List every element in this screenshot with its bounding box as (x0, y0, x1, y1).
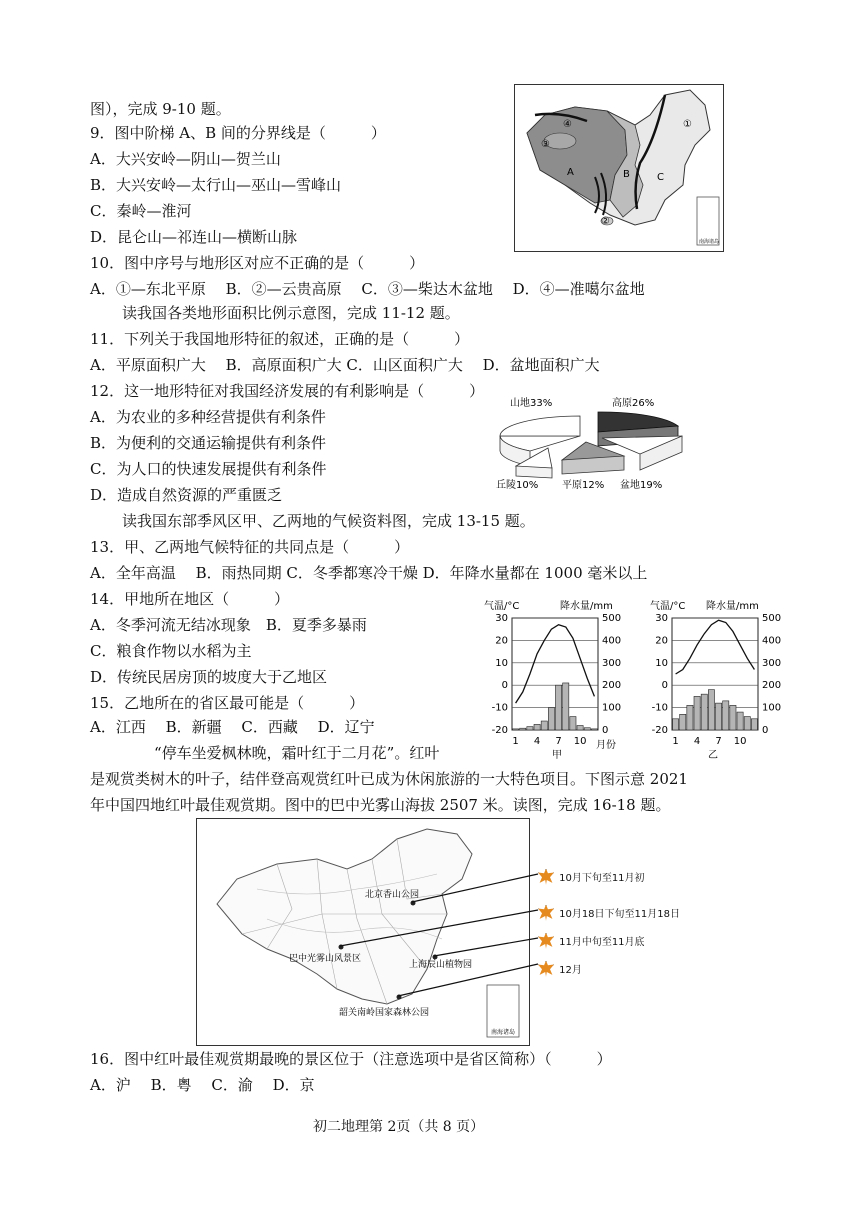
option-12c: C．为人口的快速发展提供有利条件 (90, 460, 327, 478)
period-label-1: 10月下旬至11月初 (559, 873, 645, 884)
options-11: A．平原面积广大 B．高原面积广大 C．山区面积广大 D．盆地面积广大 (90, 356, 600, 374)
temperature-line (516, 625, 595, 703)
precip-bar (701, 694, 707, 730)
right-tick-label: 0 (762, 725, 769, 736)
precip-bar (520, 728, 526, 730)
terrain-label-3: ③ (541, 139, 550, 150)
precip-bar (584, 728, 590, 730)
left-tick-label: -10 (651, 702, 668, 714)
precip-bar (744, 717, 750, 730)
precip-bar (548, 708, 554, 730)
left-tick-label: -20 (491, 725, 508, 736)
climate-jia-xlabel: 月份 (596, 740, 616, 751)
place-bazhong: 巴中光雾山风景区 (289, 954, 362, 964)
precip-bar (751, 719, 757, 730)
pie-label-mountain: 山地33% (510, 398, 553, 409)
climate-charts (482, 598, 782, 761)
left-tick-label: 20 (655, 635, 668, 647)
terrain-label-1: ① (683, 119, 692, 130)
right-tick-label: 0 (602, 725, 609, 736)
climate-jia-right-label: 降水量/mm (560, 601, 613, 612)
place-shaoguan: 韶关南岭国家森林公园 (339, 1008, 430, 1018)
precip-bar (541, 721, 547, 730)
right-tick-label: 100 (602, 702, 622, 714)
precip-bar (563, 683, 569, 730)
period-item-4 (538, 958, 582, 977)
question-10: 10．图中序号与地形区对应不正确的是（ ） (90, 254, 425, 272)
right-tick-label: 200 (762, 680, 782, 692)
question-13: 13．甲、乙两地气候特征的共同点是（ ） (90, 538, 410, 556)
climate-yi-right-label: 降水量/mm (706, 601, 759, 612)
terrain-inset-box (697, 197, 719, 245)
right-tick-label: 400 (762, 635, 782, 647)
month-tick-label: 10 (573, 736, 587, 747)
pie-label-basin: 盆地19% (620, 480, 663, 491)
question-11: 11．下列关于我国地形特征的叙述，正确的是（ ） (90, 330, 470, 348)
paragraph-line-1: 是观赏类树木的叶子，结伴登高观赏红叶已成为休闲旅游的一大特色项目。下图示意 2021 (90, 770, 688, 788)
precip-bar (737, 712, 743, 730)
left-tick-label: 0 (661, 680, 668, 692)
intro-13-15: 读我国东部季风区甲、乙两地的气候资料图，完成 13-15 题。 (122, 512, 535, 530)
precip-bar (591, 729, 597, 730)
terrain-label-b: B (623, 169, 630, 180)
option-12a: A．为农业的多种经营提供有利条件 (90, 408, 326, 426)
precip-bar (708, 690, 714, 730)
pie-label-plateau: 高原26% (612, 398, 655, 409)
terrain-inset-caption: 南海诸岛 (699, 239, 720, 245)
precip-bar (556, 685, 562, 730)
left-tick-label: 0 (501, 680, 508, 692)
question-9: 9．图中阶梯 A、B 间的分界线是（ ） (90, 124, 386, 142)
climate-yi-caption: 乙 (708, 750, 718, 761)
temperature-line (676, 620, 755, 674)
maple-leaf-icon (538, 869, 554, 885)
climate-yi-left-label: 气温/°C (650, 601, 686, 612)
terrain-map (514, 84, 724, 252)
options-10: A．①—东北平原 B．②—云贵高原 C．③—柴达木盆地 D．④—准噶尔盆地 (90, 280, 645, 298)
maple-leaf-icon (538, 933, 554, 949)
precip-bar (673, 719, 679, 730)
left-tick-label: 10 (655, 657, 668, 669)
precip-bar (527, 727, 533, 730)
options-16: A．沪 B．粤 C．渝 D．京 (90, 1076, 315, 1094)
option-9c: C．秦岭—淮河 (90, 202, 192, 220)
period-item-3 (538, 930, 645, 949)
month-tick-label: 1 (672, 736, 679, 747)
left-tick-label: 10 (495, 657, 508, 669)
precip-bar (730, 705, 736, 730)
climate-jia-left-label: 气温/°C (484, 601, 520, 612)
right-tick-label: 200 (602, 680, 622, 692)
precip-bar (687, 705, 693, 730)
option-9b: B．大兴安岭—太行山—巫山—雪峰山 (90, 176, 342, 194)
option-14ab: A．冬季河流无结冰现象 B．夏季多暴雨 (90, 616, 367, 634)
month-tick-label: 7 (555, 736, 562, 747)
period-label-3: 11月中旬至11月底 (559, 937, 645, 948)
option-14d: D．传统民居房顶的坡度大于乙地区 (90, 668, 328, 686)
question-15: 15．乙地所在的省区最可能是（ ） (90, 694, 365, 712)
left-tick-label: 30 (655, 613, 668, 624)
climate-jia-caption: 甲 (552, 750, 562, 761)
place-shanghai: 上海辰山植物园 (409, 960, 473, 970)
question-12: 12．这一地形特征对我国经济发展的有利影响是（ ） (90, 382, 485, 400)
precip-bar (534, 724, 540, 730)
precip-bar (513, 729, 519, 730)
right-tick-label: 300 (602, 657, 622, 669)
page-footer: 初二地理第 2页（共 8 页） (313, 1119, 485, 1135)
right-tick-label: 500 (762, 613, 782, 624)
maple-leaf-icon (538, 905, 554, 921)
terrain-label-c: C (657, 172, 664, 183)
terrain-label-a: A (567, 167, 574, 178)
month-tick-label: 7 (715, 736, 722, 747)
right-tick-label: 500 (602, 613, 622, 624)
left-tick-label: -10 (491, 702, 508, 714)
intro-9-10: 图），完成 9-10 题。 (90, 100, 231, 118)
option-12b: B．为便利的交通运输提供有利条件 (90, 434, 327, 452)
option-9a: A．大兴安岭—阴山—贺兰山 (90, 150, 281, 168)
right-tick-label: 300 (762, 657, 782, 669)
chart-frame (672, 618, 758, 730)
period-label-4: 12月 (559, 965, 582, 976)
precip-bar (723, 701, 729, 730)
precip-bar (570, 717, 576, 730)
period-item-2 (538, 902, 680, 921)
period-label-2: 10月18日下旬至11月18日 (559, 909, 680, 920)
terrain-label-2: ② (601, 216, 610, 227)
option-12d: D．造成自然资源的严重匮乏 (90, 486, 283, 504)
question-16: 16．图中红叶最佳观赏期最晚的景区位于（注意选项中是省区简称）（ ） (90, 1050, 612, 1068)
redleaf-inset-caption: 南海诸岛 (491, 1029, 516, 1036)
terrain-pie-chart (490, 396, 690, 492)
options-13: A．全年高温 B．雨热同期 C．冬季都寒冷干燥 D．年降水量都在 1000 毫米以上 (90, 564, 648, 582)
maple-leaf-icon (538, 961, 554, 977)
question-14: 14．甲地所在地区（ ） (90, 590, 290, 608)
option-9d: D．昆仑山—祁连山—横断山脉 (90, 228, 298, 246)
intro-11-12: 读我国各类地形面积比例示意图，完成 11-12 题。 (122, 304, 460, 322)
place-beijing: 北京香山公园 (365, 890, 420, 900)
pie-label-plain: 平原12% (562, 480, 605, 491)
paragraph-line-2: 年中国四地红叶最佳观赏期。图中的巴中光雾山海拔 2507 米。读图，完成 16-18 题。 (90, 796, 671, 814)
options-15: A．江西 B．新疆 C．西藏 D．辽宁 (90, 718, 375, 736)
poem-line: “停车坐爱枫林晚，霜叶红于二月花”。红叶 (154, 744, 440, 762)
period-item-1 (538, 866, 645, 885)
pie-label-hills: 丘陵10% (496, 480, 539, 491)
month-tick-label: 4 (533, 736, 541, 747)
month-tick-label: 4 (693, 736, 701, 747)
right-tick-label: 400 (602, 635, 622, 647)
redleaf-connectors (196, 818, 756, 1044)
precip-bar (716, 703, 722, 730)
right-tick-label: 100 (762, 702, 782, 714)
month-tick-label: 1 (512, 736, 519, 747)
month-tick-label: 10 (733, 736, 747, 747)
left-tick-label: 30 (495, 613, 508, 624)
precip-bar (680, 714, 686, 730)
terrain-label-4: ④ (563, 119, 572, 130)
left-tick-label: -20 (651, 725, 668, 736)
left-tick-label: 20 (495, 635, 508, 647)
precip-bar (694, 696, 700, 730)
precip-bar (577, 726, 583, 730)
option-14c: C．粮食作物以水稻为主 (90, 642, 252, 660)
